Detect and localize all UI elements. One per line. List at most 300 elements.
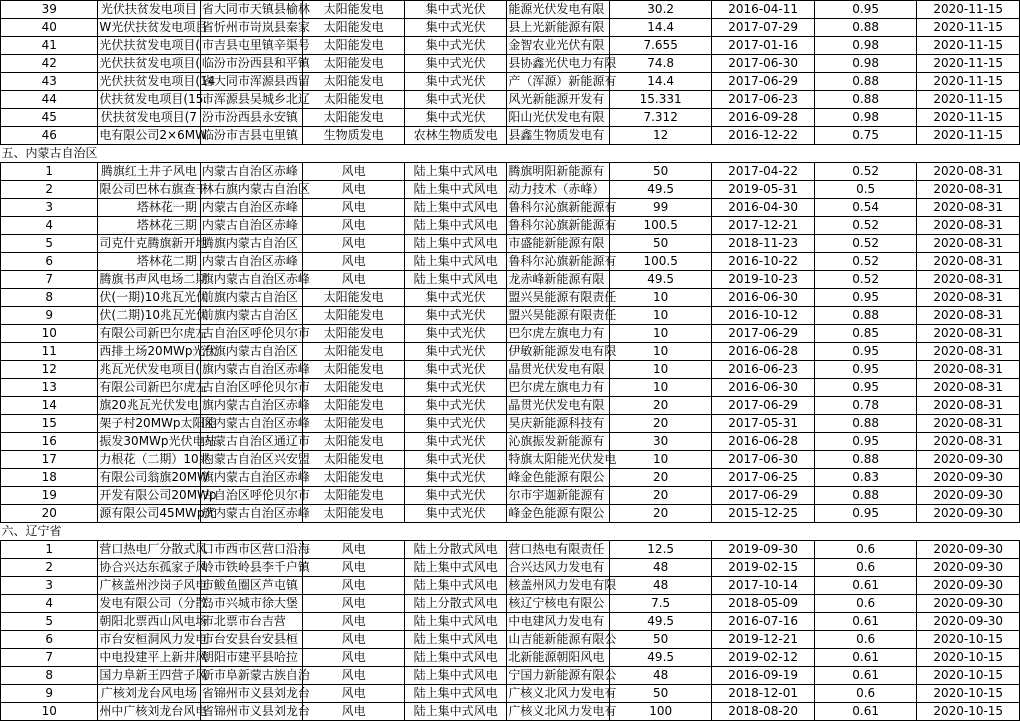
cell-project-name[interactable]: 国力阜新王四营子风 xyxy=(98,667,201,685)
cell-generation-type[interactable]: 风电 xyxy=(303,613,404,631)
cell-project-name[interactable]: 伏(二期)10兆瓦光伏 xyxy=(98,307,201,325)
cell-grid-date[interactable]: 2016-06-28 xyxy=(712,343,815,361)
cell-publish-date[interactable]: 2020-08-31 xyxy=(917,361,1020,379)
cell-project-location[interactable]: 市北票市台吉营 xyxy=(200,613,303,631)
cell-row-number[interactable]: 42 xyxy=(1,55,98,73)
cell-generation-type[interactable]: 太阳能发电 xyxy=(303,109,404,127)
cell-project-name[interactable]: 旗20兆瓦光伏发电 xyxy=(98,397,201,415)
cell-tariff[interactable]: 0.88 xyxy=(814,19,917,37)
cell-project-category[interactable]: 集中式光伏 xyxy=(404,379,507,397)
cell-tariff[interactable]: 0.95 xyxy=(814,433,917,451)
cell-capacity[interactable]: 49.5 xyxy=(609,613,712,631)
cell-publish-date[interactable]: 2020-11-15 xyxy=(917,37,1020,55)
cell-project-category[interactable]: 集中式光伏 xyxy=(404,451,507,469)
cell-project-name[interactable]: 伏扶贫发电项目(15. xyxy=(98,91,201,109)
cell-generation-type[interactable]: 风电 xyxy=(303,217,404,235)
cell-project-name[interactable]: 腾旗书声风电场二期 xyxy=(98,271,201,289)
cell-capacity[interactable]: 12 xyxy=(609,127,712,145)
cell-grid-date[interactable]: 2016-06-30 xyxy=(712,379,815,397)
cell-tariff[interactable]: 0.52 xyxy=(814,235,917,253)
cell-project-name[interactable]: 市台安桓洞风力发电 xyxy=(98,631,201,649)
cell-tariff[interactable]: 0.98 xyxy=(814,55,917,73)
cell-project-category[interactable]: 陆上集中式风电 xyxy=(404,577,507,595)
cell-project-name[interactable]: 光伏扶贫发电项目( xyxy=(98,55,201,73)
cell-company-name[interactable]: 中电建风力发电有 xyxy=(507,613,610,631)
cell-project-name[interactable]: 兆瓦光伏发电项目( xyxy=(98,361,201,379)
cell-publish-date[interactable]: 2020-08-31 xyxy=(917,235,1020,253)
cell-grid-date[interactable]: 2017-05-31 xyxy=(712,415,815,433)
cell-generation-type[interactable]: 风电 xyxy=(303,199,404,217)
cell-project-category[interactable]: 陆上集中式风电 xyxy=(404,613,507,631)
cell-row-number[interactable]: 19 xyxy=(1,487,98,505)
cell-tariff[interactable]: 0.6 xyxy=(814,631,917,649)
cell-tariff[interactable]: 0.88 xyxy=(814,451,917,469)
cell-grid-date[interactable]: 2016-04-11 xyxy=(712,1,815,19)
cell-grid-date[interactable]: 2017-06-30 xyxy=(712,451,815,469)
cell-capacity[interactable]: 99 xyxy=(609,199,712,217)
cell-grid-date[interactable]: 2017-01-16 xyxy=(712,37,815,55)
cell-project-category[interactable]: 集中式光伏 xyxy=(404,91,507,109)
cell-capacity[interactable]: 48 xyxy=(609,667,712,685)
cell-publish-date[interactable]: 2020-10-15 xyxy=(917,649,1020,667)
cell-row-number[interactable]: 14 xyxy=(1,397,98,415)
cell-grid-date[interactable]: 2019-12-21 xyxy=(712,631,815,649)
cell-project-category[interactable]: 陆上集中式风电 xyxy=(404,271,507,289)
cell-tariff[interactable]: 0.52 xyxy=(814,271,917,289)
cell-project-location[interactable]: 内蒙古自治区通辽市 xyxy=(200,433,303,451)
cell-tariff[interactable]: 0.88 xyxy=(814,91,917,109)
cell-tariff[interactable]: 0.88 xyxy=(814,307,917,325)
cell-project-location[interactable]: 临汾市吉县屯里镇 xyxy=(200,127,303,145)
cell-project-category[interactable]: 陆上集中式风电 xyxy=(404,649,507,667)
cell-company-name[interactable]: 腾旗明阳新能源有 xyxy=(507,163,610,181)
cell-project-location[interactable]: 前旗内蒙古自治区 xyxy=(200,289,303,307)
cell-capacity[interactable]: 14.4 xyxy=(609,19,712,37)
cell-company-name[interactable]: 昊庆新能源科技有 xyxy=(507,415,610,433)
cell-project-name[interactable]: 电有限公司2×6MW xyxy=(98,127,201,145)
cell-generation-type[interactable]: 风电 xyxy=(303,163,404,181)
cell-project-name[interactable]: 西排土场20MWp光伏 xyxy=(98,343,201,361)
cell-company-name[interactable]: 尔市宇迦新能源有 xyxy=(507,487,610,505)
cell-grid-date[interactable]: 2016-07-16 xyxy=(712,613,815,631)
cell-publish-date[interactable]: 2020-11-15 xyxy=(917,73,1020,91)
cell-generation-type[interactable]: 太阳能发电 xyxy=(303,325,404,343)
cell-project-name[interactable]: 限公司巴林右旗查干 xyxy=(98,181,201,199)
cell-row-number[interactable]: 5 xyxy=(1,613,98,631)
cell-project-location[interactable]: 旗内蒙古自治区赤峰 xyxy=(200,397,303,415)
cell-row-number[interactable]: 6 xyxy=(1,253,98,271)
cell-project-location[interactable]: 省锦州市义县刘龙台 xyxy=(200,685,303,703)
cell-grid-date[interactable]: 2017-12-21 xyxy=(712,217,815,235)
cell-grid-date[interactable]: 2017-06-29 xyxy=(712,325,815,343)
cell-company-name[interactable]: 巴尔虎左旗电力有 xyxy=(507,325,610,343)
cell-row-number[interactable]: 46 xyxy=(1,127,98,145)
cell-row-number[interactable]: 1 xyxy=(1,163,98,181)
cell-capacity[interactable]: 100 xyxy=(609,703,712,721)
cell-project-name[interactable]: 营口热电厂分散式风 xyxy=(98,541,201,559)
cell-publish-date[interactable]: 2020-11-15 xyxy=(917,1,1020,19)
cell-project-location[interactable]: 区内蒙古自治区赤峰 xyxy=(200,415,303,433)
cell-project-location[interactable]: 内蒙古自治区赤峰 xyxy=(200,217,303,235)
cell-generation-type[interactable]: 生物质发电 xyxy=(303,127,404,145)
cell-publish-date[interactable]: 2020-08-31 xyxy=(917,415,1020,433)
cell-tariff[interactable]: 0.95 xyxy=(814,361,917,379)
cell-generation-type[interactable]: 太阳能发电 xyxy=(303,361,404,379)
cell-grid-date[interactable]: 2018-08-20 xyxy=(712,703,815,721)
cell-tariff[interactable]: 0.6 xyxy=(814,595,917,613)
cell-row-number[interactable]: 20 xyxy=(1,505,98,523)
cell-publish-date[interactable]: 2020-10-15 xyxy=(917,667,1020,685)
cell-grid-date[interactable]: 2016-06-23 xyxy=(712,361,815,379)
cell-capacity[interactable]: 20 xyxy=(609,469,712,487)
cell-publish-date[interactable]: 2020-10-15 xyxy=(917,631,1020,649)
cell-project-location[interactable]: 省锦州市义县刘龙台 xyxy=(200,703,303,721)
cell-project-location[interactable]: 内蒙古自治区兴安盟 xyxy=(200,451,303,469)
cell-project-category[interactable]: 陆上集中式风电 xyxy=(404,181,507,199)
cell-grid-date[interactable]: 2019-09-30 xyxy=(712,541,815,559)
cell-capacity[interactable]: 10 xyxy=(609,451,712,469)
cell-project-name[interactable]: 州中广核刘龙台风电 xyxy=(98,703,201,721)
cell-tariff[interactable]: 0.52 xyxy=(814,163,917,181)
cell-project-location[interactable]: 腾旗内蒙古自治区 xyxy=(200,235,303,253)
cell-generation-type[interactable]: 风电 xyxy=(303,649,404,667)
cell-generation-type[interactable]: 太阳能发电 xyxy=(303,37,404,55)
cell-grid-date[interactable]: 2017-06-29 xyxy=(712,73,815,91)
cell-tariff[interactable]: 0.61 xyxy=(814,613,917,631)
cell-capacity[interactable]: 100.5 xyxy=(609,253,712,271)
cell-project-location[interactable]: 治旗内蒙古自治区 xyxy=(200,343,303,361)
cell-row-number[interactable]: 15 xyxy=(1,415,98,433)
cell-project-category[interactable]: 陆上分散式风电 xyxy=(404,541,507,559)
cell-publish-date[interactable]: 2020-11-15 xyxy=(917,91,1020,109)
cell-tariff[interactable]: 0.61 xyxy=(814,577,917,595)
cell-row-number[interactable]: 44 xyxy=(1,91,98,109)
cell-project-category[interactable]: 陆上集中式风电 xyxy=(404,235,507,253)
cell-generation-type[interactable]: 风电 xyxy=(303,595,404,613)
cell-publish-date[interactable]: 2020-08-31 xyxy=(917,379,1020,397)
cell-row-number[interactable]: 1 xyxy=(1,541,98,559)
cell-capacity[interactable]: 7.312 xyxy=(609,109,712,127)
cell-capacity[interactable]: 48 xyxy=(609,559,712,577)
cell-company-name[interactable]: 核辽宁核电有限公 xyxy=(507,595,610,613)
cell-capacity[interactable]: 30.2 xyxy=(609,1,712,19)
cell-publish-date[interactable]: 2020-08-31 xyxy=(917,343,1020,361)
cell-tariff[interactable]: 0.52 xyxy=(814,217,917,235)
cell-generation-type[interactable]: 风电 xyxy=(303,181,404,199)
cell-project-name[interactable]: 腾旗红土井子风电 xyxy=(98,163,201,181)
cell-company-name[interactable]: 鲁科尔沁旗新能源有 xyxy=(507,253,610,271)
cell-publish-date[interactable]: 2020-08-31 xyxy=(917,199,1020,217)
cell-generation-type[interactable]: 太阳能发电 xyxy=(303,343,404,361)
cell-project-category[interactable]: 陆上分散式风电 xyxy=(404,595,507,613)
cell-project-category[interactable]: 集中式光伏 xyxy=(404,433,507,451)
cell-row-number[interactable]: 2 xyxy=(1,181,98,199)
cell-row-number[interactable]: 9 xyxy=(1,307,98,325)
cell-company-name[interactable]: 金智农业光伏有限 xyxy=(507,37,610,55)
cell-publish-date[interactable]: 2020-11-15 xyxy=(917,19,1020,37)
cell-company-name[interactable]: 广核义北风力发电有 xyxy=(507,685,610,703)
cell-generation-type[interactable]: 太阳能发电 xyxy=(303,433,404,451)
cell-capacity[interactable]: 20 xyxy=(609,397,712,415)
cell-tariff[interactable]: 0.5 xyxy=(814,181,917,199)
cell-project-location[interactable]: 旗内蒙古自治区赤峰 xyxy=(200,505,303,523)
cell-row-number[interactable]: 3 xyxy=(1,577,98,595)
cell-grid-date[interactable]: 2018-12-01 xyxy=(712,685,815,703)
cell-project-category[interactable]: 集中式光伏 xyxy=(404,37,507,55)
cell-project-category[interactable]: 农林生物质发电 xyxy=(404,127,507,145)
cell-capacity[interactable]: 15.331 xyxy=(609,91,712,109)
cell-row-number[interactable]: 13 xyxy=(1,379,98,397)
cell-publish-date[interactable]: 2020-09-30 xyxy=(917,577,1020,595)
cell-company-name[interactable]: 县鑫生物质发电有 xyxy=(507,127,610,145)
cell-project-name[interactable]: 伏扶贫发电项目(7 xyxy=(98,109,201,127)
cell-project-category[interactable]: 集中式光伏 xyxy=(404,505,507,523)
cell-project-category[interactable]: 陆上集中式风电 xyxy=(404,559,507,577)
cell-project-name[interactable]: W光伏扶贫发电项目 xyxy=(98,19,201,37)
cell-grid-date[interactable]: 2019-10-23 xyxy=(712,271,815,289)
cell-generation-type[interactable]: 太阳能发电 xyxy=(303,415,404,433)
cell-row-number[interactable]: 18 xyxy=(1,469,98,487)
cell-generation-type[interactable]: 太阳能发电 xyxy=(303,91,404,109)
cell-publish-date[interactable]: 2020-08-31 xyxy=(917,325,1020,343)
cell-project-location[interactable]: 古自治区呼伦贝尔市 xyxy=(200,487,303,505)
cell-generation-type[interactable]: 太阳能发电 xyxy=(303,397,404,415)
cell-capacity[interactable]: 20 xyxy=(609,505,712,523)
cell-project-category[interactable]: 集中式光伏 xyxy=(404,73,507,91)
cell-project-name[interactable]: 架子村20MWp太阳能 xyxy=(98,415,201,433)
cell-project-location[interactable]: 口市西市区营口沿海 xyxy=(200,541,303,559)
cell-row-number[interactable]: 16 xyxy=(1,433,98,451)
cell-company-name[interactable]: 北新能源朝阳风电 xyxy=(507,649,610,667)
cell-row-number[interactable]: 3 xyxy=(1,199,98,217)
cell-company-name[interactable]: 市盛能新能源有限 xyxy=(507,235,610,253)
cell-generation-type[interactable]: 太阳能发电 xyxy=(303,505,404,523)
cell-company-name[interactable]: 能源光伏发电有限 xyxy=(507,1,610,19)
cell-grid-date[interactable]: 2016-09-28 xyxy=(712,109,815,127)
section-title[interactable]: 五、内蒙古自治区 xyxy=(1,145,1020,163)
cell-capacity[interactable]: 30 xyxy=(609,433,712,451)
cell-project-location[interactable]: 前旗内蒙古自治区 xyxy=(200,307,303,325)
cell-company-name[interactable]: 鲁科尔沁旗新能源有 xyxy=(507,199,610,217)
cell-tariff[interactable]: 0.95 xyxy=(814,289,917,307)
cell-row-number[interactable]: 8 xyxy=(1,289,98,307)
cell-company-name[interactable]: 县协鑫光伏电力有限 xyxy=(507,55,610,73)
cell-publish-date[interactable]: 2020-09-30 xyxy=(917,451,1020,469)
cell-generation-type[interactable]: 风电 xyxy=(303,685,404,703)
cell-project-location[interactable]: 古自治区呼伦贝尔市 xyxy=(200,379,303,397)
cell-project-category[interactable]: 陆上集中式风电 xyxy=(404,199,507,217)
cell-capacity[interactable]: 50 xyxy=(609,631,712,649)
cell-company-name[interactable]: 特旗太阳能光伏发电 xyxy=(507,451,610,469)
section-title[interactable]: 六、辽宁省 xyxy=(1,523,1020,541)
cell-grid-date[interactable]: 2016-09-19 xyxy=(712,667,815,685)
cell-capacity[interactable]: 50 xyxy=(609,235,712,253)
cell-generation-type[interactable]: 风电 xyxy=(303,559,404,577)
cell-generation-type[interactable]: 风电 xyxy=(303,271,404,289)
cell-project-location[interactable]: 市浑源县吴城乡北辽 xyxy=(200,91,303,109)
cell-publish-date[interactable]: 2020-08-31 xyxy=(917,433,1020,451)
cell-publish-date[interactable]: 2020-08-31 xyxy=(917,397,1020,415)
cell-capacity[interactable]: 100.5 xyxy=(609,217,712,235)
cell-grid-date[interactable]: 2015-12-25 xyxy=(712,505,815,523)
cell-project-location[interactable]: 市鲅鱼圈区芦屯镇 xyxy=(200,577,303,595)
cell-capacity[interactable]: 48 xyxy=(609,577,712,595)
cell-row-number[interactable]: 43 xyxy=(1,73,98,91)
cell-project-category[interactable]: 集中式光伏 xyxy=(404,1,507,19)
cell-tariff[interactable]: 0.95 xyxy=(814,1,917,19)
cell-row-number[interactable]: 41 xyxy=(1,37,98,55)
cell-company-name[interactable]: 动力技术（赤峰） xyxy=(507,181,610,199)
cell-capacity[interactable]: 10 xyxy=(609,343,712,361)
cell-project-location[interactable]: 旗内蒙古自治区赤峰 xyxy=(200,361,303,379)
cell-tariff[interactable]: 0.98 xyxy=(814,109,917,127)
cell-project-location[interactable]: 新市阜新蒙古族自治 xyxy=(200,667,303,685)
cell-publish-date[interactable]: 2020-10-15 xyxy=(917,685,1020,703)
cell-publish-date[interactable]: 2020-09-30 xyxy=(917,487,1020,505)
cell-capacity[interactable]: 12.5 xyxy=(609,541,712,559)
cell-grid-date[interactable]: 2016-04-30 xyxy=(712,199,815,217)
cell-tariff[interactable]: 0.61 xyxy=(814,667,917,685)
cell-row-number[interactable]: 9 xyxy=(1,685,98,703)
cell-publish-date[interactable]: 2020-11-15 xyxy=(917,109,1020,127)
cell-publish-date[interactable]: 2020-09-30 xyxy=(917,613,1020,631)
cell-grid-date[interactable]: 2016-06-28 xyxy=(712,433,815,451)
cell-grid-date[interactable]: 2018-05-09 xyxy=(712,595,815,613)
cell-publish-date[interactable]: 2020-09-30 xyxy=(917,541,1020,559)
cell-company-name[interactable]: 盟兴昊能源有限责任 xyxy=(507,307,610,325)
cell-publish-date[interactable]: 2020-08-31 xyxy=(917,289,1020,307)
cell-grid-date[interactable]: 2016-10-12 xyxy=(712,307,815,325)
cell-generation-type[interactable]: 太阳能发电 xyxy=(303,379,404,397)
cell-publish-date[interactable]: 2020-09-30 xyxy=(917,505,1020,523)
cell-generation-type[interactable]: 风电 xyxy=(303,631,404,649)
cell-grid-date[interactable]: 2017-06-30 xyxy=(712,55,815,73)
cell-project-category[interactable]: 集中式光伏 xyxy=(404,19,507,37)
cell-project-location[interactable]: 内蒙古自治区赤峰 xyxy=(200,163,303,181)
cell-project-name[interactable]: 光伏扶贫发电项目( xyxy=(98,37,201,55)
cell-company-name[interactable]: 伊敏新能源发电有限 xyxy=(507,343,610,361)
cell-project-name[interactable]: 塔林花三期 xyxy=(98,217,201,235)
cell-row-number[interactable]: 4 xyxy=(1,595,98,613)
cell-grid-date[interactable]: 2019-02-15 xyxy=(712,559,815,577)
cell-publish-date[interactable]: 2020-11-15 xyxy=(917,127,1020,145)
cell-row-number[interactable]: 12 xyxy=(1,361,98,379)
cell-grid-date[interactable]: 2019-02-12 xyxy=(712,649,815,667)
cell-capacity[interactable]: 10 xyxy=(609,289,712,307)
cell-row-number[interactable]: 5 xyxy=(1,235,98,253)
cell-project-location[interactable]: 市吉县屯里镇辛渠号 xyxy=(200,37,303,55)
cell-company-name[interactable]: 阳山光伏发电有限 xyxy=(507,109,610,127)
cell-tariff[interactable]: 0.95 xyxy=(814,343,917,361)
cell-publish-date[interactable]: 2020-09-30 xyxy=(917,559,1020,577)
cell-project-name[interactable]: 源有限公司45MWp光 xyxy=(98,505,201,523)
cell-row-number[interactable]: 7 xyxy=(1,271,98,289)
cell-capacity[interactable]: 49.5 xyxy=(609,181,712,199)
cell-company-name[interactable]: 晶贯光伏发电有限 xyxy=(507,397,610,415)
cell-publish-date[interactable]: 2020-11-15 xyxy=(917,55,1020,73)
cell-tariff[interactable]: 0.88 xyxy=(814,415,917,433)
cell-company-name[interactable]: 龙赤峰新能源有限 xyxy=(507,271,610,289)
cell-company-name[interactable]: 山吉能新能源有限公 xyxy=(507,631,610,649)
cell-project-name[interactable]: 协合兴达东孤家子风 xyxy=(98,559,201,577)
cell-tariff[interactable]: 0.95 xyxy=(814,379,917,397)
cell-project-name[interactable]: 司克什克腾旗新开地 xyxy=(98,235,201,253)
cell-capacity[interactable]: 10 xyxy=(609,361,712,379)
cell-company-name[interactable]: 风光新能源开发有 xyxy=(507,91,610,109)
cell-company-name[interactable]: 营口热电有限责任 xyxy=(507,541,610,559)
cell-row-number[interactable]: 8 xyxy=(1,667,98,685)
cell-project-category[interactable]: 集中式光伏 xyxy=(404,289,507,307)
cell-project-name[interactable]: 有限公司翁旗20MW xyxy=(98,469,201,487)
cell-project-location[interactable]: 市台安县台安县桓 xyxy=(200,631,303,649)
cell-capacity[interactable]: 49.5 xyxy=(609,271,712,289)
cell-generation-type[interactable]: 风电 xyxy=(303,541,404,559)
cell-company-name[interactable]: 峰金色能源有限公 xyxy=(507,505,610,523)
cell-tariff[interactable]: 0.6 xyxy=(814,541,917,559)
cell-capacity[interactable]: 10 xyxy=(609,325,712,343)
cell-project-category[interactable]: 集中式光伏 xyxy=(404,361,507,379)
cell-capacity[interactable]: 14.4 xyxy=(609,73,712,91)
cell-project-category[interactable]: 集中式光伏 xyxy=(404,325,507,343)
cell-generation-type[interactable]: 风电 xyxy=(303,253,404,271)
cell-tariff[interactable]: 0.6 xyxy=(814,559,917,577)
cell-grid-date[interactable]: 2018-11-23 xyxy=(712,235,815,253)
cell-project-name[interactable]: 广核刘龙台风电场 xyxy=(98,685,201,703)
cell-generation-type[interactable]: 太阳能发电 xyxy=(303,73,404,91)
cell-project-name[interactable]: 伏(一期)10兆瓦光伏 xyxy=(98,289,201,307)
cell-project-location[interactable]: 内蒙古自治区赤峰 xyxy=(200,253,303,271)
cell-row-number[interactable]: 10 xyxy=(1,325,98,343)
cell-project-category[interactable]: 陆上集中式风电 xyxy=(404,703,507,721)
cell-project-category[interactable]: 陆上集中式风电 xyxy=(404,163,507,181)
cell-project-location[interactable]: 岭市铁岭县李千户镇 xyxy=(200,559,303,577)
cell-tariff[interactable]: 0.54 xyxy=(814,199,917,217)
cell-project-category[interactable]: 集中式光伏 xyxy=(404,55,507,73)
cell-grid-date[interactable]: 2017-06-25 xyxy=(712,469,815,487)
cell-project-location[interactable]: 旗内蒙古自治区赤峰 xyxy=(200,271,303,289)
cell-grid-date[interactable]: 2016-12-22 xyxy=(712,127,815,145)
cell-generation-type[interactable]: 太阳能发电 xyxy=(303,469,404,487)
cell-project-name[interactable]: 有限公司新巴尔虎左 xyxy=(98,379,201,397)
cell-project-location[interactable]: 汾市汾西县永安镇 xyxy=(200,109,303,127)
cell-project-category[interactable]: 集中式光伏 xyxy=(404,415,507,433)
cell-project-category[interactable]: 集中式光伏 xyxy=(404,307,507,325)
cell-project-location[interactable]: 省大同市天镇县榆林 xyxy=(200,1,303,19)
cell-project-category[interactable]: 集中式光伏 xyxy=(404,487,507,505)
cell-company-name[interactable]: 广核义北风力发电有 xyxy=(507,703,610,721)
cell-project-name[interactable]: 发电有限公司（分散 xyxy=(98,595,201,613)
cell-generation-type[interactable]: 太阳能发电 xyxy=(303,307,404,325)
cell-project-category[interactable]: 集中式光伏 xyxy=(404,397,507,415)
cell-project-location[interactable]: 省忻州市岢岚县秦家 xyxy=(200,19,303,37)
cell-project-category[interactable]: 陆上集中式风电 xyxy=(404,667,507,685)
cell-project-name[interactable]: 塔林花一期 xyxy=(98,199,201,217)
cell-project-name[interactable]: 广核盖州沙岗子风电 xyxy=(98,577,201,595)
cell-project-location[interactable]: 朝阳市建平县哈拉 xyxy=(200,649,303,667)
cell-row-number[interactable]: 39 xyxy=(1,1,98,19)
cell-project-location[interactable]: 内蒙古自治区赤峰 xyxy=(200,199,303,217)
cell-generation-type[interactable]: 太阳能发电 xyxy=(303,487,404,505)
cell-project-category[interactable]: 陆上集中式风电 xyxy=(404,253,507,271)
cell-project-name[interactable]: 力根花（二期）10兆 xyxy=(98,451,201,469)
cell-project-location[interactable]: 古自治区呼伦贝尔市 xyxy=(200,325,303,343)
cell-generation-type[interactable]: 风电 xyxy=(303,235,404,253)
cell-project-name[interactable]: 朝阳北票西山风电场 xyxy=(98,613,201,631)
cell-generation-type[interactable]: 风电 xyxy=(303,577,404,595)
cell-generation-type[interactable]: 太阳能发电 xyxy=(303,19,404,37)
cell-generation-type[interactable]: 风电 xyxy=(303,703,404,721)
cell-company-name[interactable]: 沁旗振发新能源有 xyxy=(507,433,610,451)
